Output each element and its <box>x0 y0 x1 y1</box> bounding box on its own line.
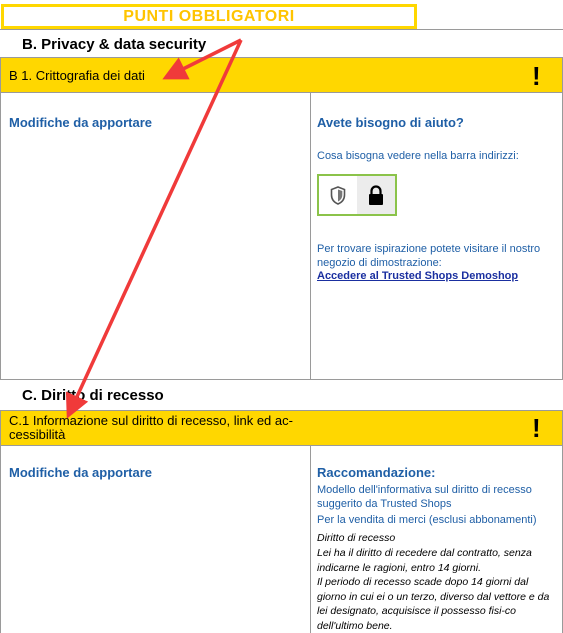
goods-text: Per la vendita di merci (esclusi abbonamenti) <box>317 514 537 526</box>
banner-title: PUNTI OBBLIGATORI <box>123 7 295 25</box>
section-b-heading: B. Privacy & data security <box>22 36 207 53</box>
model-text: Modello dell'informativa sul diritto di recesso suggerito da Trusted Shops <box>317 484 532 510</box>
demo-link[interactable]: Accedere al Trusted Shops Demoshop <box>317 270 519 282</box>
section-b-band-mark: ! <box>532 61 541 91</box>
section-c-right-head: Raccomandazione: <box>317 465 436 480</box>
section-b-band-title: B 1. Crittografia dei dati <box>9 68 145 83</box>
address-bar-text: Cosa bisogna vedere nella barra indirizzi: <box>317 150 519 162</box>
withdrawal-paragraph-1: Lei ha il diritto di recedere dal contratto, senza indicarne le ragioni, entro 14 giorni. <box>317 547 532 574</box>
section-c-left-head: Modifiche da apportare <box>9 465 153 480</box>
section-c-heading: C. Diritto di recesso <box>22 387 164 404</box>
inspiration-text: Per trovare ispirazione potete visitare il nostro negozio di dimostrazione: <box>317 243 541 269</box>
withdrawal-title: Diritto di recesso <box>317 532 396 544</box>
arrow-to-b1 <box>167 40 241 77</box>
section-c-band-mark: ! <box>532 413 541 443</box>
section-b-left-head: Modifiche da apportare <box>9 115 153 130</box>
section-c-band-title: C.1 Informazione sul diritto di recesso, link ed ac-cessibilità <box>9 413 293 442</box>
arrow-to-c1 <box>69 40 241 414</box>
withdrawal-paragraph-2: Il periodo di recesso scade dopo 14 giorni dal giorno in cui ei o un terzo, diverso dal vettore e da lei designato, acquisisce il possesso fisi-co dell'ultimo bene. <box>317 576 550 632</box>
section-b-right-head: Avete bisogno di aiuto? <box>317 115 464 130</box>
